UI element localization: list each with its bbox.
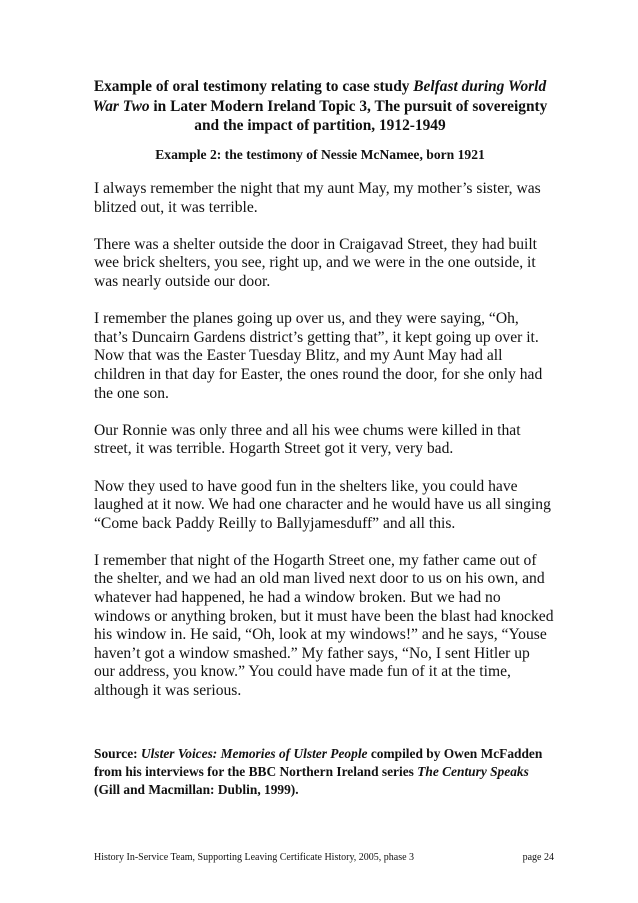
case-study-title: Belfast during World War Two bbox=[92, 78, 547, 115]
testimony-paragraph-5: Now they used to have good fun in the shelters like, you could have laughed at it now. We had one character and he would have us all singing “Come back Paddy Reilly to Ballyjamesduff” and all this. bbox=[94, 477, 551, 532]
source-series-title: The Century Speaks bbox=[417, 764, 529, 779]
testimony-paragraph-2: There was a shelter outside the door in Craigavad Street, they had built wee brick shelters, you see, right up, and we were in the one outside, it was nearly outside our door. bbox=[94, 235, 537, 290]
footer-left-text: History In-Service Team, Supporting Leaving Certificate History, 2005, phase 3 bbox=[94, 852, 415, 863]
testimony-paragraph-4: Our Ronnie was only three and all his wee chums were killed in that street, it was terrible. Hogarth Street got it very, very bad. bbox=[94, 421, 521, 458]
testimony-body bbox=[94, 180, 554, 719]
source-label: Source: bbox=[94, 746, 141, 761]
page-number: page 24 bbox=[522, 852, 554, 863]
source-text-part2: (Gill and Macmillan: Dublin, 1999). bbox=[94, 782, 299, 797]
testimony-paragraph-6: I remember that night of the Hogarth Street one, my father came out of the shelter, and we had an old man lived next door to us on his own, and whatever had happened, he had a window broken. But we had no windows or anything broken, but it must have been the blast had knocked his window in. He said, “Oh, look at my windows!” and he says, “Youse haven’t got a window smashed.” My father says, “No, I sent Hitler up our address, you know.” You could have made fun of it at the time, although it was serious. bbox=[94, 551, 554, 700]
source-text-part1: compiled by Owen McFadden from his interviews for the BBC Northern Ireland series bbox=[94, 746, 543, 779]
source-book-title: Ulster Voices: Memories of Ulster People bbox=[141, 746, 368, 761]
title-text-part2: in Later Modern Ireland Topic 3, The pursuit of sovereignty and the impact of partition, 1912-1949 bbox=[149, 97, 548, 134]
testimony-paragraph-3: I remember the planes going up over us, and they were saying, “Oh, that’s Duncairn Gardens district’s getting that”, it kept going up over it. Now that was the Easter Tuesday Blitz, and my Aunt May had all children in that day for Easter, the ones round the door, for she only had the one son. bbox=[94, 310, 543, 402]
source-citation bbox=[94, 745, 554, 799]
title-text-part1: Example of oral testimony relating to case study bbox=[93, 78, 414, 95]
document-title bbox=[92, 77, 548, 136]
testimony-paragraph-1: I always remember the night that my aunt May, my mother’s sister, was blitzed out, it was terrible. bbox=[94, 180, 541, 216]
page-footer bbox=[94, 851, 554, 864]
example-label: Example 2: the testimony of Nessie McNamee, born 1921 bbox=[155, 147, 485, 162]
